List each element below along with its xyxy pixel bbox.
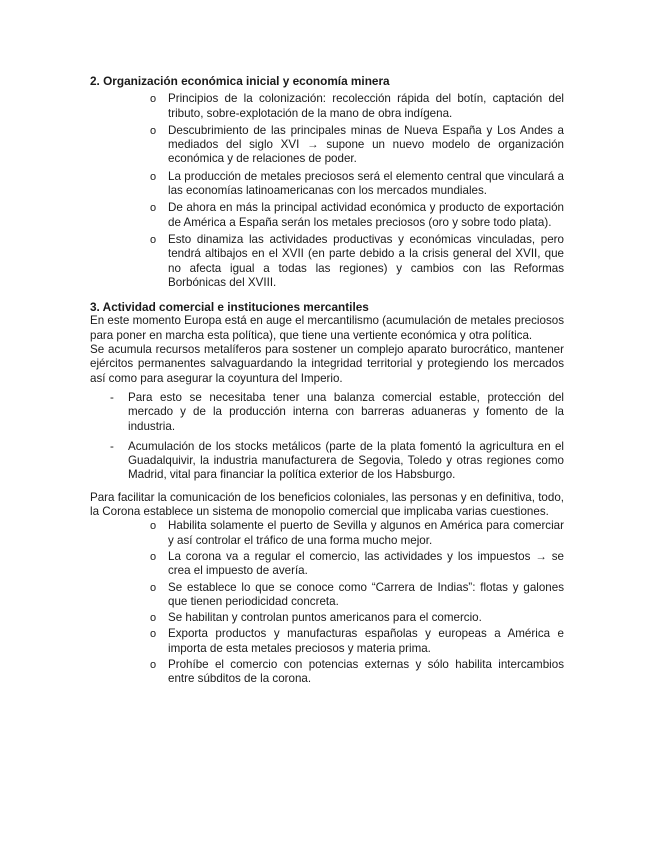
paragraph-recursos: Se acumula recursos metalíferos para sostener un complejo aparato burocrático, mantener ejércitos permanentes salvaguardando la integridad territorial y protegiendo los mercados así como para asegurar la coyuntura del Imperio.: [90, 343, 564, 385]
section-3-list: [168, 519, 564, 686]
paragraph-monopolio: Para facilitar la comunicación de los beneficios coloniales, las personas y en definitiva, todo, la Corona establece un sistema de monopolio comercial que implicaba varias cuestiones.: [90, 490, 564, 519]
list-item: o Exporta productos y manufacturas españolas y europeas a América e importa de esta metales preciosos y materia prima.: [168, 627, 564, 656]
list-item: o Se establece lo que se conoce como “Carrera de Indias”: flotas y galones que tienen periodicidad concreta.: [168, 581, 564, 610]
list-item: o De ahora en más la principal actividad económica y producto de exportación de América a España serán los metales preciosos (oro y sobre todo plata).: [168, 201, 564, 230]
list-item: o Esto dinamiza las actividades productivas y económicas vinculadas, pero tendrá altibajos en el XVII (en parte debido a la crisis general del XVII, que no afecta igual a todas las regiones) y cambios con las Reformas Borbónicas del XVIII.: [168, 233, 564, 290]
paragraph-mercantilismo: En este momento Europa está en auge el mercantilismo (acumulación de metales preciosos para poner en marcha esta política), que tiene una vertiente económica y otra política.: [90, 314, 564, 342]
section-3-heading: 3. Actividad comercial e instituciones mercantiles: [90, 300, 369, 315]
list-item: - Acumulación de los stocks metálicos (parte de la plata fomentó la agricultura en el Guadalquivir, la industria manufacturera de Segovia, Toledo y otras regiones como Madrid, vital para financiar la política exterior de los Habsburgo.: [128, 440, 564, 483]
document-content: [90, 74, 564, 689]
section-3-dash-list: [128, 391, 564, 483]
section-2-heading: 2. Organización económica inicial y economía minera: [90, 74, 390, 88]
list-item: o Principios de la colonización: recolección rápida del botín, captación del tributo, sobre-explotación de la mano de obra indígena.: [168, 92, 564, 121]
list-item: - Para esto se necesitaba tener una balanza comercial estable, protección del mercado y de la producción interna con barreras aduaneras y fomento de la industria.: [128, 391, 564, 434]
list-item: o Descubrimiento de las principales minas de Nueva España y Los Andes a mediados del siglo XVI → supone un nuevo modelo de organización económica y de relaciones de poder.: [168, 124, 564, 167]
list-item: o Se habilitan y controlan puntos americanos para el comercio.: [168, 611, 564, 625]
list-item: o La corona va a regular el comercio, las actividades y los impuestos → se crea el impuesto de avería.: [168, 550, 564, 579]
list-item: o Prohíbe el comercio con potencias externas y sólo habilita intercambios entre súbditos de la corona.: [168, 658, 564, 687]
list-item: o La producción de metales preciosos será el elemento central que vinculará a las economías latinoamericanas con los mercados mundiales.: [168, 170, 564, 199]
section-2-list: [168, 92, 564, 290]
list-item: o Habilita solamente el puerto de Sevilla y algunos en América para comerciar y así controlar el tráfico de una forma mucho mejor.: [168, 519, 564, 548]
